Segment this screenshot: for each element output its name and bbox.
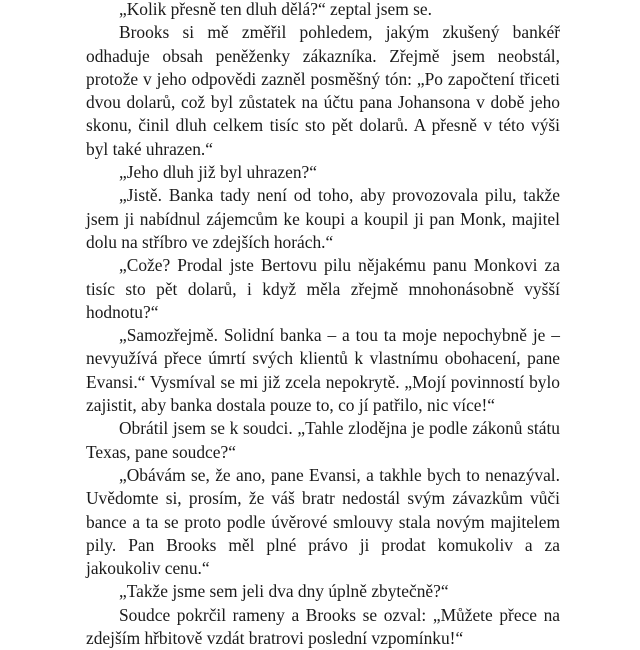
- paragraph: „Kolik přesně ten dluh dělá?“ zeptal jsem se.: [119, 0, 432, 19]
- paragraph: „Jeho dluh již byl uhrazen?“: [119, 162, 317, 183]
- paragraph: „Samozřejmě. Solidní banka – a tou ta moje nepochybně je – nevyužívá přece úmrtí svých klientů k vlastnímu obohacení, pane Evansi.“ Vysmíval se mi již zcela nepokrytě. „Mojí povinností bylo zajistit, aby banka dostala pouze to, co jí patřilo, nic více!“: [86, 325, 560, 416]
- paragraph: „Jistě. Banka tady není od toho, aby provozovala pilu, takže jsem ji nabídnul zájemcům ke koupi a koupil ji pan Monk, majitel dolu na stříbro ve zdejších horách.“: [86, 185, 560, 252]
- book-page: [86, 0, 560, 649]
- paragraph: „Cože? Prodal jste Bertovu pilu nějakému panu Monkovi za tisíc sto pět dolarů, i když měla zřejmě mnohonásobně vyšší hodnotu?“: [86, 255, 560, 322]
- paragraph: Obrátil jsem se k soudci. „Tahle zlodějna je podle zákonů státu Texas, pane soudce?“: [86, 418, 560, 462]
- paragraph: „Obávám se, že ano, pane Evansi, a takhle bych to nenazýval. Uvědomte si, prosím, že váš bratr nedostál svým závazkům vůči bance a ta se proto podle úvěrové smlouvy stala novým majitelem pily. Pan Brooks měl plné právo ji prodat komukoliv a za jakoukoliv cenu.“: [86, 464, 560, 579]
- body-text: [86, 0, 560, 650]
- paragraph: Brooks si mě změřil pohledem, jakým zkušený bankéř odhaduje obsah peněženky zákazníka. Zřejmě jsem neobstál, protože v jeho odpovědi zazněl posměšný tón: „Po započtení třiceti dvou dolarů, což byl zůstatek na účtu pana Johansona v době jeho skonu, činil dluh celkem tisíc sto pět dolarů. A přesně v této výši byl také uhrazen.“: [86, 22, 560, 159]
- paragraph: Soudce pokrčil rameny a Brooks se ozval: „Můžete přece na zdejším hřbitově vzdát bratrovi poslední vzpomínku!“: [86, 604, 560, 649]
- paragraph: „Takže jsme sem jeli dva dny úplně zbytečně?“: [119, 581, 449, 602]
